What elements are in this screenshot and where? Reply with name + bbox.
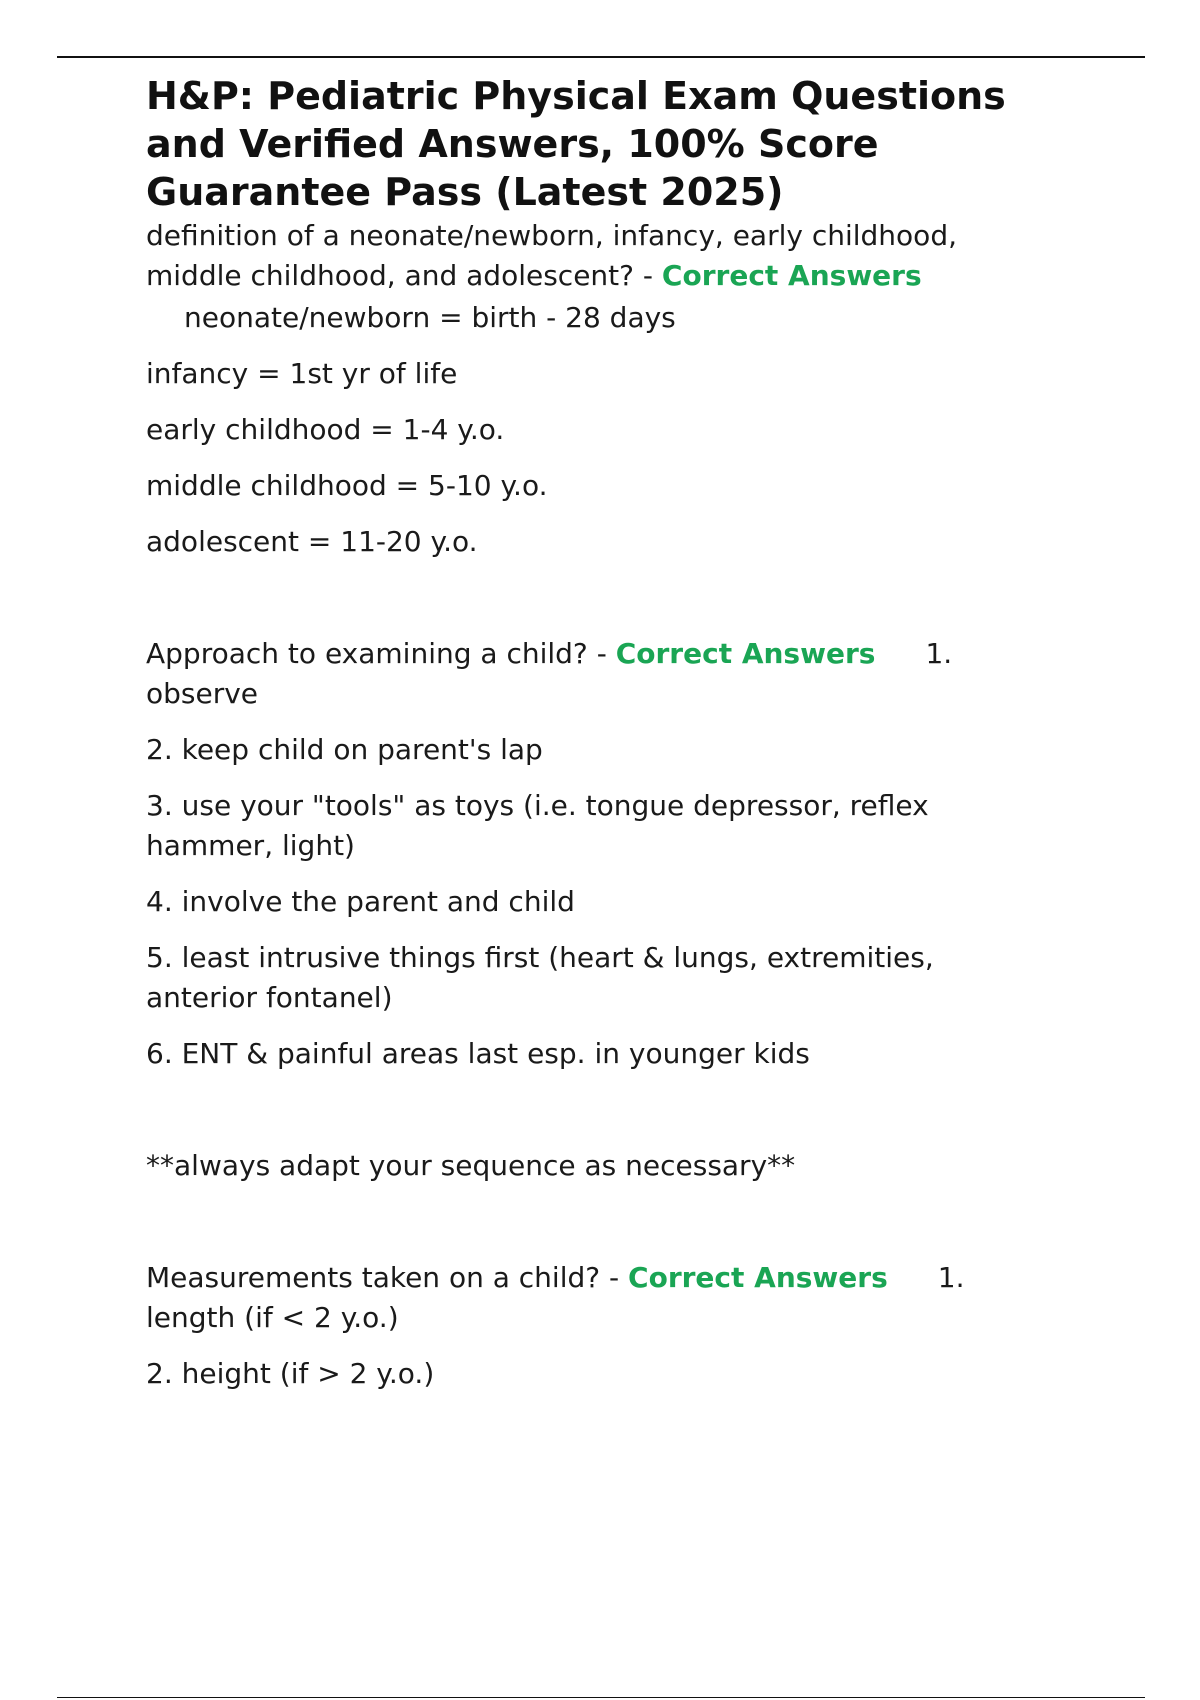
answer-line: 6. ENT & painful areas last esp. in younger kids bbox=[146, 1037, 810, 1070]
answer-line: observe bbox=[146, 677, 259, 710]
question-prompt: Approach to examining a child? - Correct Answers 1. observe bbox=[146, 634, 1046, 714]
top-rule bbox=[57, 56, 1145, 58]
correct-answers-label: Correct Answers bbox=[615, 637, 876, 670]
document-body bbox=[146, 72, 1046, 1394]
list-number: 1. bbox=[937, 1261, 965, 1294]
answer-line: neonate/newborn = birth - 28 days bbox=[184, 301, 676, 334]
note-line: **always adapt your sequence as necessary** bbox=[146, 1149, 796, 1182]
answer-line: early childhood = 1-4 y.o. bbox=[146, 413, 505, 446]
answer-line: 5. least intrusive things first (heart & lungs, extremities, anterior fontanel) bbox=[146, 941, 934, 1014]
answer-line: 3. use your "tools" as toys (i.e. tongue depressor, reflex hammer, light) bbox=[146, 789, 929, 862]
answer-line: 4. involve the parent and child bbox=[146, 885, 575, 918]
answer-line: middle childhood = 5-10 y.o. bbox=[146, 469, 548, 502]
correct-answers-label: Correct Answers bbox=[628, 1261, 888, 1294]
answer-line: length (if < 2 y.o.) bbox=[146, 1301, 399, 1334]
list-number: 1. bbox=[925, 637, 953, 670]
answer-line: 2. height (if > 2 y.o.) bbox=[146, 1357, 435, 1390]
answer-line: infancy = 1st yr of life bbox=[146, 357, 458, 390]
question-prompt: definition of a neonate/newborn, infancy, early childhood, middle childhood, and adolescent? - Correct Answers bbox=[146, 219, 957, 292]
correct-answers-label: Correct Answers bbox=[661, 259, 922, 292]
answer-line: 2. keep child on parent's lap bbox=[146, 733, 543, 766]
question-prompt: Measurements taken on a child? - Correct Answers 1. length (if < 2 y.o.) bbox=[146, 1258, 1046, 1338]
bottom-rule bbox=[57, 1697, 1145, 1698]
document-title: H&P: Pediatric Physical Exam Questions and Verified Answers, 100% Score Guarantee Pass (Latest 2025) bbox=[146, 74, 1006, 214]
answer-line: adolescent = 11-20 y.o. bbox=[146, 525, 478, 558]
